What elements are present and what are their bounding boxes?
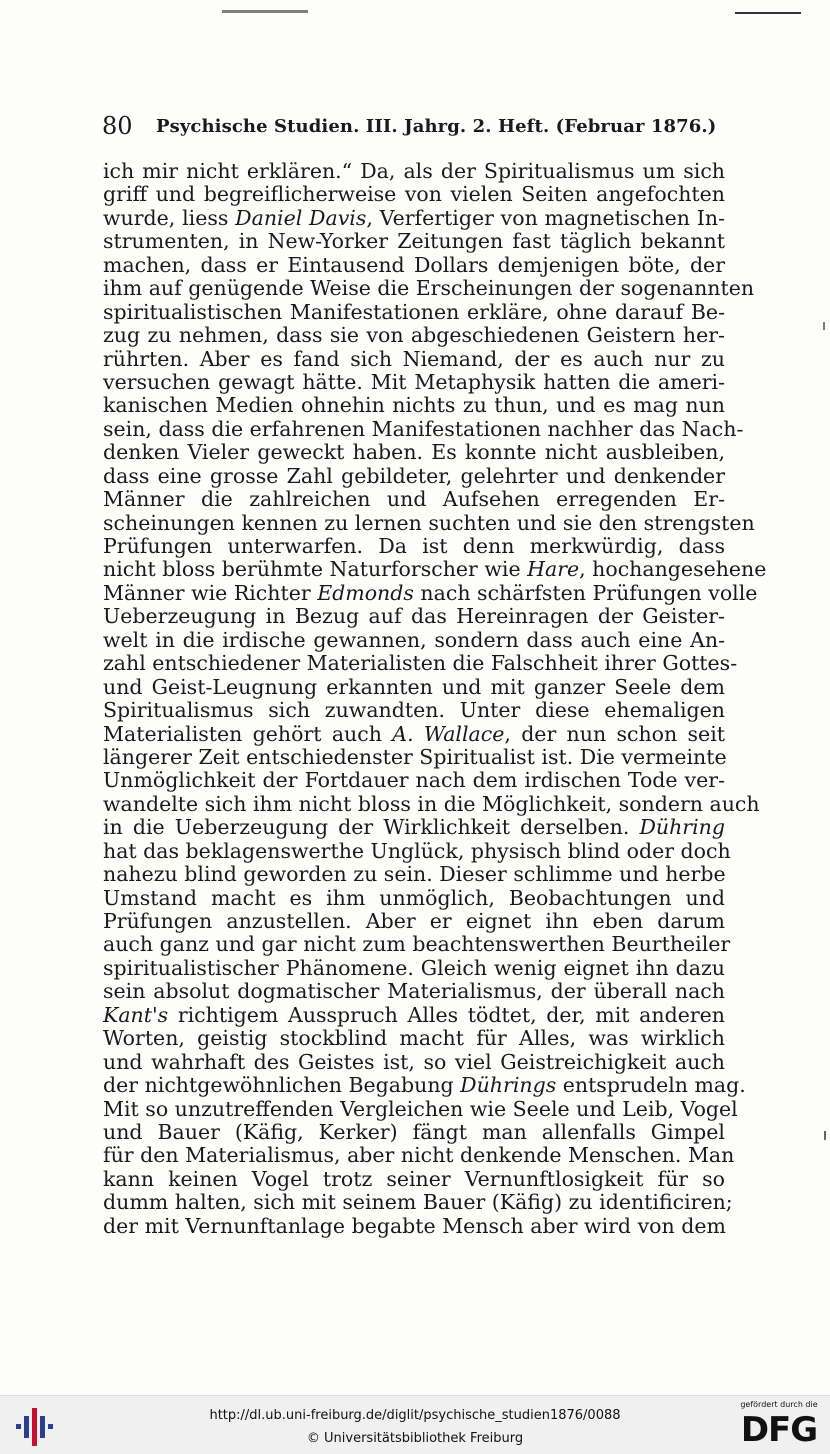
text-line: zug zu nehmen, dass sie von abgeschiedenen Geistern her- bbox=[103, 323, 725, 348]
text-line: denken Vieler geweckt haben. Es konnte nicht ausbleiben, bbox=[103, 440, 725, 465]
dfg-caption: gefördert durch die bbox=[740, 1400, 818, 1409]
text-line: spiritualistischen Manifestationen erkläre, ohne darauf Be- bbox=[103, 299, 725, 324]
text-line: Unmöglichkeit der Fortdauer nach dem irdischen Tode ver- bbox=[103, 768, 725, 793]
text-line: der nichtgewöhnlichen Begabung Dührings entsprudeln mag. bbox=[103, 1073, 746, 1098]
text-line: hat das beklagenswerthe Unglück, physisch blind oder doch bbox=[103, 838, 731, 863]
page-number: 80 bbox=[102, 112, 133, 140]
text-line: wurde, liess Daniel Davis, Verfertiger von magnetischen In- bbox=[103, 205, 725, 230]
page-header bbox=[102, 112, 742, 146]
text-line: spiritualistischer Phänomene. Gleich wenig eignet ihn dazu bbox=[103, 955, 725, 980]
text-line: nicht bloss berühmte Naturforscher wie Hare, hochangesehene bbox=[103, 557, 767, 582]
text-line: längerer Zeit entschiedenster Spiritualist ist. Die vermeinte bbox=[103, 744, 727, 769]
text-line: machen, dass er Eintausend Dollars demjenigen böte, der bbox=[103, 252, 725, 277]
dfg-logo-text: DFG bbox=[740, 1410, 818, 1450]
text-line: ihm auf genügende Weise die Erscheinungen der sogenannten bbox=[103, 276, 755, 301]
viewer-footer bbox=[0, 1395, 830, 1454]
scan-artifact bbox=[823, 322, 825, 330]
text-line: dumm halten, sich mit seinem Bauer (Käfig) zu identificiren; bbox=[103, 1190, 733, 1215]
body-text bbox=[103, 159, 767, 1238]
copyright-notice: © Universitätsbibliothek Freiburg bbox=[306, 1431, 524, 1446]
text-line: und wahrhaft des Geistes ist, so viel Geistreichigkeit auch bbox=[103, 1049, 725, 1074]
text-line: sein, dass die erfahrenen Manifestationen nachher das Nach- bbox=[103, 416, 744, 441]
text-line: kanischen Medien ohnehin nichts zu thun, und es mag nun bbox=[103, 393, 725, 418]
scan-artifact bbox=[824, 1131, 826, 1140]
text-line: Prüfungen unterwarfen. Da ist denn merkwürdig, dass bbox=[103, 534, 725, 558]
text-line: griff und begreiflicherweise von vielen Seiten angefochten bbox=[103, 182, 725, 207]
text-line: Kant's richtigem Ausspruch Alles tödtet, der, mit anderen bbox=[103, 1002, 725, 1027]
running-head: Psychische Studien. III. Jahrg. 2. Heft. (Februar 1876.) bbox=[156, 116, 717, 137]
text-line: nahezu blind geworden zu sein. Dieser schlimme und herbe bbox=[103, 862, 726, 887]
text-line: versuchen gewagt hätte. Mit Metaphysik hatten die ameri- bbox=[103, 369, 725, 394]
permalink-link[interactable]: http://dl.ub.uni-freiburg.de/diglit/psychische_studien1876/0088 bbox=[209, 1408, 621, 1423]
text-line: dass eine grosse Zahl gebildeter, gelehrter und denkender bbox=[103, 463, 725, 488]
text-line: zahl entschiedener Materialisten die Falschheit ihrer Gottes- bbox=[103, 651, 738, 676]
scan-artifact bbox=[735, 12, 801, 14]
text-line: kann keinen Vogel trotz seiner Vernunftlosigkeit für so bbox=[103, 1166, 725, 1191]
text-line: für den Materialismus, aber nicht denkende Menschen. Man bbox=[103, 1143, 735, 1168]
text-line: Mit so unzutreffenden Vergleichen wie Seele und Leib, Vogel bbox=[103, 1096, 738, 1121]
text-line: Materialisten gehört auch A. Wallace, der nun schon seit bbox=[103, 721, 725, 746]
text-line: Worten, geistig stockblind macht für Alles, was wirklich bbox=[103, 1026, 725, 1051]
text-line: in die Ueberzeugung der Wirklichkeit derselben. Dühring bbox=[103, 815, 725, 840]
text-line: ich mir nicht erklären.“ Da, als der Spiritualismus um sich bbox=[103, 159, 725, 183]
text-line: Spiritualismus sich zuwandten. Unter diese ehemaligen bbox=[103, 698, 725, 723]
text-line: welt in die irdische gewannen, sondern dass auch eine An- bbox=[103, 627, 725, 652]
text-line: und Geist-Leugnung erkannten und mit ganzer Seele dem bbox=[103, 674, 725, 699]
text-line: sein absolut dogmatischer Materialismus, der überall nach bbox=[103, 979, 725, 1004]
dfg-logo bbox=[733, 1400, 825, 1452]
scan-artifact bbox=[222, 10, 308, 13]
text-line: Ueberzeugung in Bezug auf das Hereinragen der Geister- bbox=[103, 604, 725, 629]
text-line: auch ganz und gar nicht zum beachtenswerthen Beurtheiler bbox=[103, 932, 731, 957]
text-line: Männer wie Richter Edmonds nach schärfsten Prüfungen volle bbox=[103, 580, 758, 605]
text-line: Prüfungen anzustellen. Aber er eignet ihn eben darum bbox=[103, 909, 725, 933]
text-line: wandelte sich ihm nicht bloss in die Möglichkeit, sondern auch bbox=[103, 791, 760, 816]
text-line: und Bauer (Käfig, Kerker) fängt man allenfalls Gimpel bbox=[103, 1119, 725, 1144]
text-line: scheinungen kennen zu lernen suchten und sie den strengsten bbox=[103, 510, 755, 535]
text-line: Männer die zahlreichen und Aufsehen erregenden Er- bbox=[103, 487, 725, 512]
text-line: rührten. Aber es fand sich Niemand, der es auch nur zu bbox=[103, 346, 725, 371]
text-line: der mit Vernunftanlage begabte Mensch aber wird von dem bbox=[103, 1213, 726, 1238]
text-line: Umstand macht es ihm unmöglich, Beobachtungen und bbox=[103, 885, 725, 910]
text-line: strumenten, in New-Yorker Zeitungen fast täglich bekannt bbox=[103, 229, 725, 254]
